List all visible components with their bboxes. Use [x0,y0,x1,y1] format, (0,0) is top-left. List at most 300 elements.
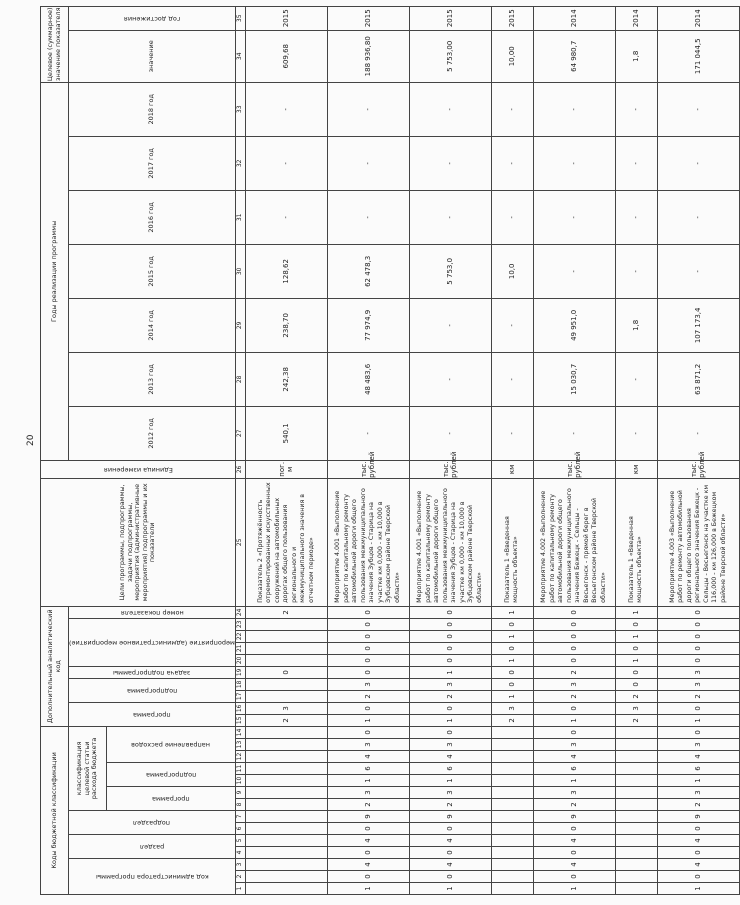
code-cell: 2 [533,799,615,811]
year-value-cell: - [615,406,657,460]
year-value-cell: - [245,190,327,244]
code-cell: 0 [615,666,657,678]
indicator-name: Показатель 1 «Введенная мощность объекта» [615,478,657,606]
column-number: 6 [235,823,245,835]
column-number: 21 [235,642,245,654]
code-cell: 3 [533,678,615,690]
year-value-cell: 1,8 [615,298,657,352]
table-row [327,6,409,894]
table-row [409,6,491,894]
code-cell: 0 [409,823,491,835]
year-value-cell: - [491,82,533,136]
code-cell: 1 [409,883,491,895]
target-year-cell: 2015 [327,6,409,30]
code-cell: 4 [533,835,615,847]
names-header: Цели программы, подпрограммы, задачи подпрограммы, мероприятия (административные мероприятия) подпрограммы и их показатели [41,478,236,606]
value-header: значение [69,30,236,82]
code-cell: 0 [657,630,739,642]
target-year-cell: 2015 [245,6,327,30]
code-cell: 4 [657,835,739,847]
code-cell: 4 [409,835,491,847]
code-cell: 1 [491,630,533,642]
extra-codes-header: Дополнительный аналитический код [41,606,69,726]
column-number: 14 [235,726,245,738]
year-value-cell: - [491,406,533,460]
prog-header: программа [69,702,236,726]
year-value-cell: - [327,82,409,136]
code-cell: 0 [615,642,657,654]
admin-code-header: код администратора программы [69,859,236,895]
column-number: 34 [235,30,245,82]
column-number: 31 [235,190,245,244]
indicator-name: Мероприятие 4.001 «Выполнение работ по капитальному ремонту автомобильной дороги общего пользования межмуниципального значения Зубцов - Старица на участке км 0,000 - км 10,000 в Зубцовском районе Тверской области» [327,478,409,606]
year-value-cell: 242,38 [245,352,327,406]
year-value-cell: - [657,406,739,460]
year-value-cell: - [533,190,615,244]
column-number: 19 [235,666,245,678]
year-value-cell: 5 753,0 [409,244,491,298]
year-value-cell: - [327,190,409,244]
code-cell: 3 [533,739,615,751]
column-number: 24 [235,606,245,618]
code-cell: 1 [533,775,615,787]
year-value-cell: 10,0 [491,244,533,298]
table-row [657,6,739,894]
unit-cell: тыс. рублей [327,460,409,478]
column-number: 12 [235,751,245,763]
code-cell: 0 [327,666,409,678]
code-cell [245,775,327,787]
code-cell: 0 [491,642,533,654]
code-cell: 3 [409,678,491,690]
year-value-cell: - [491,352,533,406]
code-cell [491,775,533,787]
code-cell [245,618,327,630]
code-cell: 0 [409,871,491,883]
code-cell: 0 [533,726,615,738]
code-cell: 0 [327,871,409,883]
year-value-cell: - [533,406,615,460]
code-cell: 3 [409,739,491,751]
code-cell: 1 [615,654,657,666]
code-cell [615,726,657,738]
y2014-header: 2014 год [69,298,236,352]
year-value-cell: - [245,82,327,136]
column-number: 25 [235,478,245,606]
table-row [615,6,657,894]
code-cell: 6 [533,763,615,775]
year-value-cell: - [615,190,657,244]
column-number: 28 [235,352,245,406]
column-number: 11 [235,763,245,775]
code-cell: 3 [409,787,491,799]
code-cell [245,835,327,847]
unit-cell: км [615,460,657,478]
code-cell: 1 [657,883,739,895]
column-number: 32 [235,136,245,190]
code-cell: 2 [657,690,739,702]
year-value-cell: - [409,298,491,352]
y2018-header: 2018 год [69,82,236,136]
code-cell: 2 [657,799,739,811]
page-number: 20 [26,434,36,446]
code-cell [491,787,533,799]
year-value-cell: 77 974,9 [327,298,409,352]
direction-header: направление расходов [106,726,235,762]
code-cell: 4 [533,859,615,871]
year-value-cell: - [409,190,491,244]
code-cell: 0 [657,871,739,883]
section-header: раздел [69,835,236,859]
indicator-name: Показатель 2 «Протяжённость отремонтированных искусственных сооружений на автомобильных дорогах общего пользования регионального и межмуниципального значения в отчетном периоде» [245,478,327,606]
code-cell: 1 [327,775,409,787]
code-cell: 1 [657,775,739,787]
code-cell: 1 [615,606,657,618]
code-cell: 4 [327,751,409,763]
budget-program-table [40,6,740,895]
code-cell [245,690,327,702]
code-cell [245,739,327,751]
column-number: 16 [235,702,245,714]
code-cell: 0 [409,847,491,859]
year-achieved-header: год достижения [69,6,236,30]
code-cell [491,751,533,763]
indicator-name: Показатель 1 «Введенная мощность объекта» [491,478,533,606]
code-cell [615,751,657,763]
table-row [245,6,327,894]
column-number: 26 [235,460,245,478]
code-cell [491,799,533,811]
code-cell: 2 [409,690,491,702]
code-cell: 0 [409,618,491,630]
column-number: 8 [235,799,245,811]
code-cell: 3 [245,702,327,714]
code-cell: 6 [409,763,491,775]
code-cell: 0 [327,654,409,666]
code-cell: 1 [491,690,533,702]
year-value-cell: 63 871,2 [657,352,739,406]
code-cell [245,811,327,823]
code-cell: 3 [327,739,409,751]
code-cell: 0 [327,702,409,714]
table-row [533,6,615,894]
year-value-cell: - [533,136,615,190]
unit-cell: км [491,460,533,478]
code-cell: 2 [245,714,327,726]
code-cell: 0 [615,618,657,630]
code-cell [245,642,327,654]
code-cell: 4 [327,859,409,871]
code-cell [615,775,657,787]
code-cell: 0 [327,642,409,654]
code-cell: 9 [409,811,491,823]
column-number: 13 [235,739,245,751]
code-cell: 0 [327,618,409,630]
year-value-cell: - [327,136,409,190]
code-cell [245,678,327,690]
code-cell: 9 [327,811,409,823]
year-value-cell: - [657,244,739,298]
program-header: программа [106,787,235,811]
column-number: 30 [235,244,245,298]
code-cell: 1 [533,883,615,895]
table-row [491,6,533,894]
code-cell [615,883,657,895]
code-cell [491,739,533,751]
code-cell: 2 [615,690,657,702]
target-value-cell: 5 753,00 [409,30,491,82]
code-cell: 0 [245,666,327,678]
code-cell: 1 [615,630,657,642]
code-cell [491,763,533,775]
code-cell: 0 [533,823,615,835]
code-cell [491,859,533,871]
year-value-cell: 107 173,4 [657,298,739,352]
year-value-cell: - [491,298,533,352]
code-cell: 4 [533,751,615,763]
column-number: 22 [235,630,245,642]
target-value-cell: 171 044,5 [657,30,739,82]
year-value-cell: - [657,82,739,136]
year-value-cell: 128,62 [245,244,327,298]
code-cell: 0 [657,726,739,738]
unit-cell: тыс. рублей [409,460,491,478]
code-cell: 2 [245,606,327,618]
code-cell: 6 [657,763,739,775]
code-cell: 6 [327,763,409,775]
code-cell: 0 [327,847,409,859]
code-cell [615,871,657,883]
code-cell: 0 [491,678,533,690]
target-year-cell: 2014 [615,6,657,30]
code-cell: 0 [409,654,491,666]
year-value-cell: 49 951,0 [533,298,615,352]
code-cell: 3 [491,702,533,714]
code-cell: 4 [409,751,491,763]
column-number: 23 [235,618,245,630]
code-cell [245,871,327,883]
budget-table-rotated [40,7,727,895]
activity-num-header: номер показателя [69,606,236,618]
subprogram-header: подпрограмма [106,763,235,787]
code-cell: 2 [409,799,491,811]
code-cell: 0 [491,666,533,678]
year-value-cell: - [657,190,739,244]
year-value-cell: - [327,406,409,460]
code-cell [245,763,327,775]
code-cell [615,847,657,859]
year-value-cell: 540,1 [245,406,327,460]
target-value-cell: 188 936,80 [327,30,409,82]
code-cell [245,630,327,642]
column-number: 4 [235,847,245,859]
target-year-cell: 2015 [491,6,533,30]
code-cell: 2 [533,690,615,702]
code-cell [245,726,327,738]
code-cell: 0 [657,642,739,654]
y2016-header: 2016 год [69,190,236,244]
code-cell [491,811,533,823]
code-cell: 2 [533,666,615,678]
code-cell: 0 [533,702,615,714]
target-value-cell: 64 980,7 [533,30,615,82]
code-cell: 1 [409,714,491,726]
column-number: 10 [235,775,245,787]
unit-cell: тыс. рублей [533,460,615,478]
code-cell: 0 [409,702,491,714]
code-cell: 1 [327,714,409,726]
target-value-cell: 609,68 [245,30,327,82]
code-cell: 0 [327,823,409,835]
code-cell: 0 [327,606,409,618]
year-value-cell: - [657,136,739,190]
code-cell [245,751,327,763]
y2017-header: 2017 год [69,136,236,190]
code-cell: 0 [533,847,615,859]
year-value-cell: - [245,136,327,190]
code-cell: 3 [657,678,739,690]
code-cell [615,859,657,871]
code-cell: 3 [327,678,409,690]
code-cell [245,787,327,799]
code-cell [615,763,657,775]
year-value-cell: 238,70 [245,298,327,352]
year-value-cell: 48 483,6 [327,352,409,406]
code-cell: 1 [409,666,491,678]
column-number: 1 [235,883,245,895]
target-year-cell: 2014 [533,6,615,30]
column-numbers-row [235,6,245,894]
code-cell: 0 [615,678,657,690]
code-cell: 1 [409,775,491,787]
code-cell [615,835,657,847]
y2015-header: 2015 год [69,244,236,298]
code-cell: 0 [409,606,491,618]
data-rows [245,6,739,894]
column-number: 20 [235,654,245,666]
code-cell: 0 [327,726,409,738]
target-header: Целевое (суммарное) значение показателя [41,6,69,82]
code-cell [245,859,327,871]
subsection-header: подраздел [69,811,236,835]
code-cell: 0 [409,726,491,738]
code-cell: 0 [409,630,491,642]
code-cell: 2 [327,690,409,702]
year-value-cell: - [409,136,491,190]
activity-header: мероприятие (административное мероприятие) [69,618,236,666]
task-header: задача подпрограммы [69,666,236,678]
target-value-cell: 10,00 [491,30,533,82]
code-cell: 0 [533,642,615,654]
budget-codes-header: Коды бюджетной классификации [41,726,69,894]
code-cell [615,811,657,823]
column-number: 2 [235,871,245,883]
code-cell: 4 [327,835,409,847]
code-cell: 9 [657,811,739,823]
column-number: 27 [235,406,245,460]
target-year-cell: 2014 [657,6,739,30]
code-cell: 2 [491,714,533,726]
code-cell: 0 [491,618,533,630]
code-cell: 0 [409,642,491,654]
code-cell: 3 [657,666,739,678]
code-cell: 3 [327,787,409,799]
code-cell: 0 [657,618,739,630]
indicator-name: Мероприятие 4.001 «Выполнение работ по капитальному ремонту автомобильной дороги общего пользования межмуниципального значения Зубцов - Старица на участке км 0,000 - км 10,000 в Зубцовском районе Тверской области» [409,478,491,606]
column-number: 18 [235,678,245,690]
year-value-cell: - [409,352,491,406]
indicator-name: Мероприятие 4.002 «Выполнение работ по капитальному ремонту автомобильной дороги общего пользования межмуниципального значения Бежецк - Сельцы - Весьегонск - прямой берег в Весьегонском районе Тверской области» [533,478,615,606]
code-cell: 2 [327,799,409,811]
target-year-cell: 2015 [409,6,491,30]
code-cell: 3 [533,787,615,799]
code-cell: 4 [409,859,491,871]
year-value-cell: - [615,244,657,298]
code-cell [615,823,657,835]
column-number: 33 [235,82,245,136]
year-value-cell: - [533,244,615,298]
unit-cell: пог. м [245,460,327,478]
year-value-cell: - [491,136,533,190]
column-number: 29 [235,298,245,352]
code-cell: 0 [657,702,739,714]
code-cell: 1 [657,714,739,726]
years-header: Годы реализации программы [41,82,69,460]
code-cell [245,654,327,666]
code-cell: 0 [533,606,615,618]
code-cell: 1 [533,714,615,726]
column-number: 3 [235,859,245,871]
column-number: 9 [235,787,245,799]
column-number: 35 [235,6,245,30]
code-cell [491,883,533,895]
target-value-cell: 1,8 [615,30,657,82]
code-cell [245,847,327,859]
column-number: 15 [235,714,245,726]
expense-class-header: классификация целевой статьи расхода бюджета [69,726,107,810]
unit-header: Единица измерения [41,460,236,478]
subprog-header: подпрограмма [69,678,236,702]
code-cell [491,871,533,883]
code-cell: 0 [657,847,739,859]
code-cell: 0 [657,654,739,666]
year-value-cell: - [409,82,491,136]
year-value-cell: - [615,136,657,190]
code-cell [245,883,327,895]
y2013-header: 2013 год [69,352,236,406]
code-cell: 0 [533,654,615,666]
code-cell: 0 [533,618,615,630]
code-cell: 3 [657,787,739,799]
code-cell: 0 [533,871,615,883]
indicator-name: Мероприятие 4.003 «Выполнение работ по ремонту автомобильной дороги общего пользования регионального значения Бежецк - Сельцы - Весьегонск на участке км 116,000 - км 126,000 в Бежецком районе Тверской области» [657,478,739,606]
unit-cell: тыс. рублей [657,460,739,478]
code-cell [491,835,533,847]
code-cell: 3 [615,702,657,714]
year-value-cell: - [615,82,657,136]
year-value-cell: - [533,82,615,136]
code-cell [615,799,657,811]
year-value-cell: - [409,406,491,460]
code-cell: 4 [657,859,739,871]
code-cell: 0 [657,606,739,618]
year-value-cell: 15 030,7 [533,352,615,406]
code-cell [245,823,327,835]
code-cell: 9 [533,811,615,823]
code-cell: 0 [657,823,739,835]
column-number: 5 [235,835,245,847]
code-cell [615,787,657,799]
